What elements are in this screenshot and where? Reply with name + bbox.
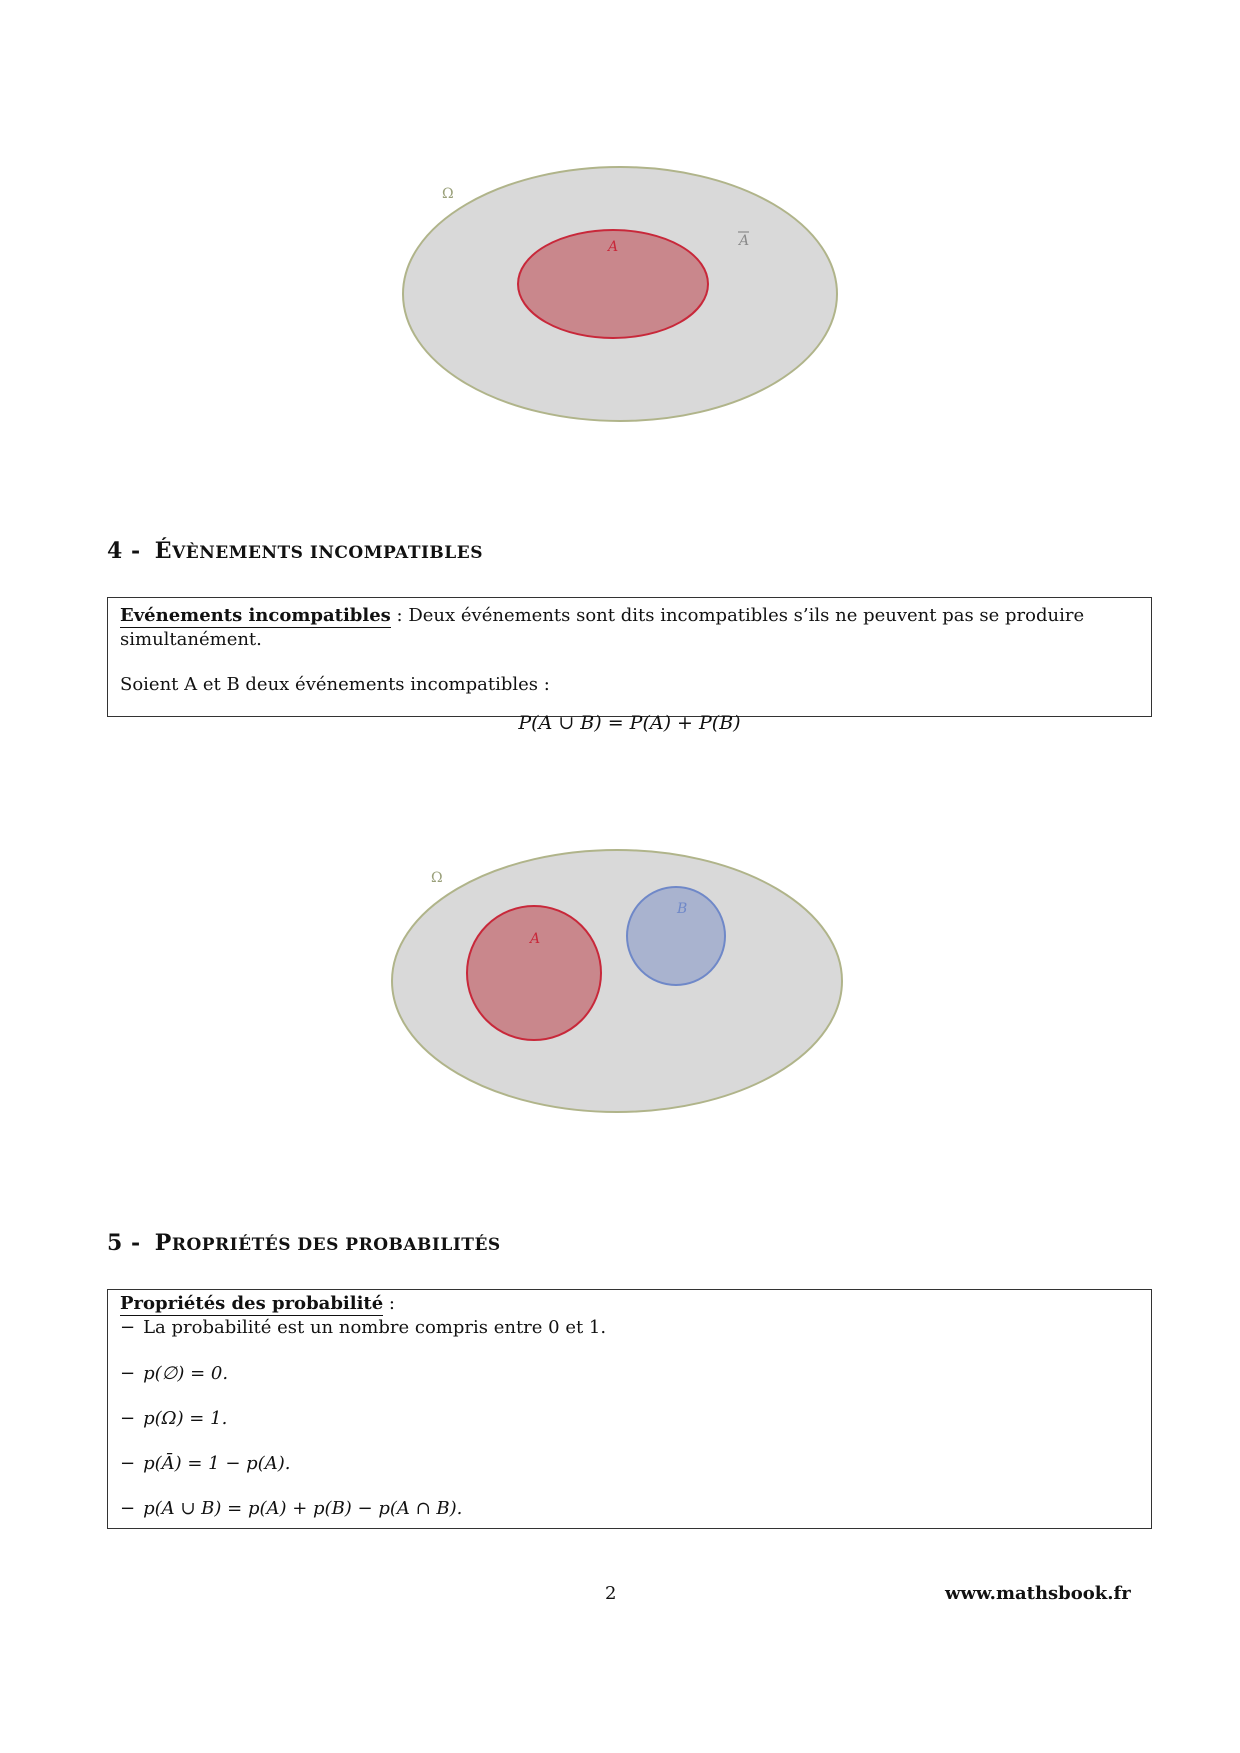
venn-diagram-complement	[395, 160, 865, 440]
incompatible-events-box	[107, 597, 1152, 734]
section-5-title-rest: ROPRIÉTÉS DES PROBABILITÉS	[171, 1235, 501, 1255]
properties-term-suffix: :	[383, 1293, 395, 1314]
property-item	[120, 1316, 1139, 1340]
section-4-heading	[107, 538, 483, 564]
item-dash: −	[120, 1407, 136, 1429]
section-4-number: 4 -	[107, 538, 141, 564]
properties-title-line	[120, 1292, 1139, 1316]
omega-label: Ω	[431, 870, 443, 886]
item-dash: −	[120, 1498, 136, 1520]
probability-properties-box	[107, 1289, 1152, 1529]
section-4-title-initial: É	[154, 538, 173, 564]
item-dash: −	[120, 1317, 136, 1339]
property-text: p(Ω) = 1.	[143, 1407, 228, 1429]
properties-term: Propriétés des probabilité	[120, 1293, 384, 1314]
section-5-title-initial: P	[154, 1230, 172, 1256]
addition-formula: P(A ∪ B) = P(A) + P(B)	[518, 711, 741, 734]
event-b-label: B	[677, 901, 688, 917]
event-a-circle	[467, 906, 601, 1040]
omega-label: Ω	[442, 186, 454, 202]
event-a-label: A	[608, 239, 619, 255]
venn-diagram-incompatible	[385, 845, 855, 1125]
property-item	[120, 1407, 1139, 1431]
definition-term: Evénements incompatibles	[120, 605, 391, 626]
property-text: p(Ā) = 1 − p(A).	[143, 1453, 291, 1475]
property-text: p(A ∪ B) = p(A) + p(B) − p(A ∩ B).	[143, 1498, 463, 1520]
section-5-heading	[107, 1230, 501, 1256]
section-4-title-rest: VÈNEMENTS INCOMPATIBLES	[172, 543, 483, 563]
property-item	[120, 1452, 1139, 1476]
universe-ellipse	[392, 850, 842, 1112]
property-text: p(∅) = 0.	[143, 1362, 229, 1384]
property-item	[120, 1362, 1139, 1386]
complement-a-label: A	[739, 233, 750, 249]
definition-line	[120, 604, 1139, 653]
section-5-number: 5 -	[107, 1230, 141, 1256]
item-dash: −	[120, 1362, 136, 1384]
event-a-label: A	[530, 931, 541, 947]
definition-text: : Deux événements sont dits incompatibles s’ils ne peuvent pas se produire simultanément.	[120, 605, 1085, 651]
page-number: 2	[605, 1583, 617, 1604]
property-item	[120, 1497, 1139, 1521]
hypothesis-line: Soient A et B deux événements incompatibles :	[120, 673, 550, 695]
property-text: La probabilité est un nombre compris entre 0 et 1.	[143, 1317, 607, 1339]
site-url[interactable]: www.mathsbook.fr	[945, 1583, 1131, 1604]
item-dash: −	[120, 1453, 136, 1475]
event-b-circle	[627, 887, 725, 985]
